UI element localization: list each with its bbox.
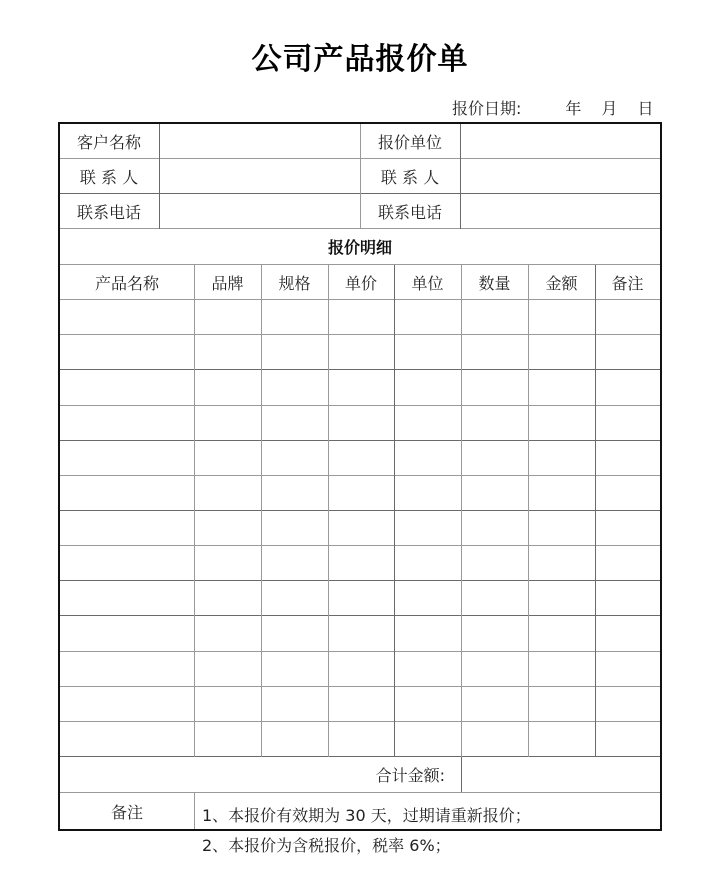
customer-phone-field[interactable] <box>159 194 359 229</box>
customer-name-field[interactable] <box>159 124 359 159</box>
table-row[interactable] <box>60 440 660 475</box>
customer-contact-field[interactable] <box>159 159 359 194</box>
table-row[interactable] <box>60 405 660 440</box>
date-label: 报价日期: <box>452 99 522 118</box>
quoting-company-field[interactable] <box>461 124 660 159</box>
table-row[interactable] <box>60 545 660 580</box>
remark-line: 1、本报价有效期为 30 天，过期请重新报价； <box>202 806 531 825</box>
table-row[interactable] <box>60 580 660 615</box>
page-title: 公司产品报价单 <box>251 42 469 77</box>
total-amount-label: 合计金额: <box>375 766 445 785</box>
col-header-product-name: 产品名称 <box>94 274 159 293</box>
info-label-customer-contact: 联 系 人 <box>79 168 139 187</box>
remarks-content <box>202 801 652 861</box>
date-year-field[interactable]: 年 <box>565 99 582 118</box>
date-month-field[interactable]: 月 <box>601 99 618 118</box>
table-row[interactable] <box>60 650 660 685</box>
col-header-quantity: 数量 <box>478 274 511 293</box>
table-row[interactable] <box>60 300 660 335</box>
details-section-title: 报价明细 <box>327 238 392 257</box>
remarks-label: 备注 <box>110 802 143 822</box>
col-header-amount: 金额 <box>545 274 578 293</box>
info-label-quoter-contact: 联 系 人 <box>380 168 440 187</box>
table-row[interactable] <box>60 370 660 405</box>
table-row[interactable] <box>60 615 660 650</box>
table-row[interactable] <box>60 510 660 545</box>
table-row[interactable] <box>60 685 660 720</box>
col-header-spec: 规格 <box>278 274 311 293</box>
remark-line: 2、本报价为含税报价，税率 6%； <box>202 836 451 855</box>
info-label-customer-name: 客户名称 <box>76 133 141 152</box>
info-label-customer-phone: 联系电话 <box>76 203 141 222</box>
table-row[interactable] <box>60 475 660 510</box>
col-header-unit-price: 单价 <box>344 274 377 293</box>
col-header-unit: 单位 <box>411 274 444 293</box>
col-header-remark: 备注 <box>611 274 644 293</box>
quotation-table <box>58 122 662 855</box>
info-label-quoter-phone: 联系电话 <box>377 203 442 222</box>
col-header-brand: 品牌 <box>211 274 244 293</box>
total-amount-field[interactable] <box>462 757 660 792</box>
quoter-phone-field[interactable] <box>461 194 660 229</box>
date-day-field[interactable]: 日 <box>637 99 654 118</box>
quote-date <box>452 96 653 119</box>
info-label-quoting-company: 报价单位 <box>377 133 442 152</box>
quoter-contact-field[interactable] <box>461 159 660 194</box>
table-row[interactable] <box>60 335 660 370</box>
detail-rows <box>60 300 660 757</box>
